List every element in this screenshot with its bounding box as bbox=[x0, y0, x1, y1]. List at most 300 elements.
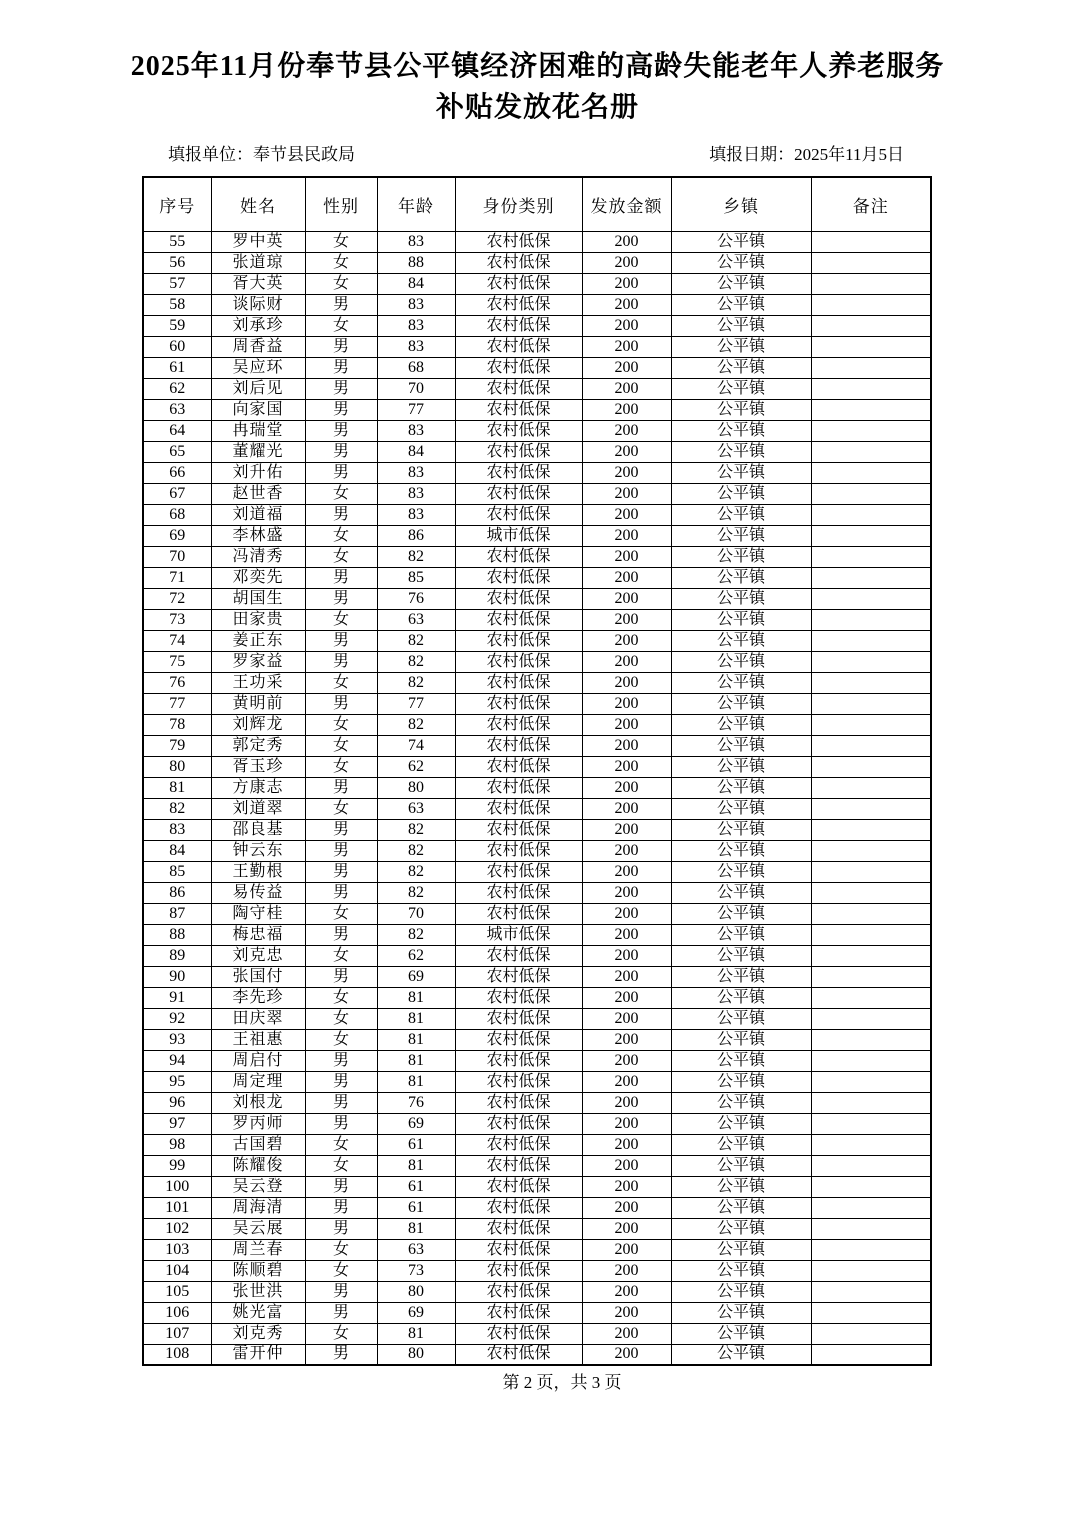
cell-name: 方康志 bbox=[211, 777, 305, 798]
cell-identity-category: 农村低保 bbox=[455, 903, 582, 924]
cell-seq: 78 bbox=[143, 714, 211, 735]
cell-name: 郭定秀 bbox=[211, 735, 305, 756]
cell-name: 王勤根 bbox=[211, 861, 305, 882]
cell-amount: 200 bbox=[582, 1029, 671, 1050]
table-row bbox=[143, 1281, 931, 1302]
cell-gender: 女 bbox=[305, 546, 377, 567]
reporting-unit: 填报单位：奉节县民政局 bbox=[168, 145, 355, 164]
cell-identity-category: 农村低保 bbox=[455, 1281, 582, 1302]
cell-identity-category: 农村低保 bbox=[455, 672, 582, 693]
cell-name: 刘克秀 bbox=[211, 1323, 305, 1344]
cell-seq: 74 bbox=[143, 630, 211, 651]
cell-remark bbox=[811, 420, 931, 441]
cell-name: 胥玉珍 bbox=[211, 756, 305, 777]
table-row bbox=[143, 462, 931, 483]
col-header-remark: 备注 bbox=[811, 177, 931, 231]
cell-remark bbox=[811, 231, 931, 252]
cell-amount: 200 bbox=[582, 546, 671, 567]
cell-age: 77 bbox=[377, 399, 455, 420]
cell-town: 公平镇 bbox=[671, 1113, 811, 1134]
table-row bbox=[143, 1218, 931, 1239]
cell-remark bbox=[811, 357, 931, 378]
cell-name: 张国付 bbox=[211, 966, 305, 987]
cell-age: 74 bbox=[377, 735, 455, 756]
cell-identity-category: 城市低保 bbox=[455, 525, 582, 546]
cell-age: 63 bbox=[377, 609, 455, 630]
cell-seq: 95 bbox=[143, 1071, 211, 1092]
table-row bbox=[143, 357, 931, 378]
cell-name: 黄明前 bbox=[211, 693, 305, 714]
cell-gender: 男 bbox=[305, 1113, 377, 1134]
cell-age: 76 bbox=[377, 1092, 455, 1113]
cell-name: 田家贵 bbox=[211, 609, 305, 630]
cell-town: 公平镇 bbox=[671, 231, 811, 252]
cell-identity-category: 农村低保 bbox=[455, 1008, 582, 1029]
cell-gender: 女 bbox=[305, 483, 377, 504]
cell-town: 公平镇 bbox=[671, 777, 811, 798]
cell-gender: 男 bbox=[305, 441, 377, 462]
cell-town: 公平镇 bbox=[671, 609, 811, 630]
cell-age: 70 bbox=[377, 378, 455, 399]
table-row bbox=[143, 714, 931, 735]
cell-name: 刘升佑 bbox=[211, 462, 305, 483]
cell-amount: 200 bbox=[582, 777, 671, 798]
cell-identity-category: 农村低保 bbox=[455, 987, 582, 1008]
cell-amount: 200 bbox=[582, 1071, 671, 1092]
col-header-name: 姓名 bbox=[211, 177, 305, 231]
cell-gender: 女 bbox=[305, 798, 377, 819]
cell-identity-category: 农村低保 bbox=[455, 1155, 582, 1176]
cell-identity-category: 农村低保 bbox=[455, 546, 582, 567]
table-row bbox=[143, 987, 931, 1008]
cell-town: 公平镇 bbox=[671, 273, 811, 294]
cell-gender: 女 bbox=[305, 945, 377, 966]
cell-town: 公平镇 bbox=[671, 1344, 811, 1365]
cell-town: 公平镇 bbox=[671, 588, 811, 609]
cell-name: 李林盛 bbox=[211, 525, 305, 546]
cell-age: 81 bbox=[377, 1050, 455, 1071]
cell-town: 公平镇 bbox=[671, 1050, 811, 1071]
cell-age: 81 bbox=[377, 1155, 455, 1176]
cell-town: 公平镇 bbox=[671, 861, 811, 882]
cell-amount: 200 bbox=[582, 903, 671, 924]
cell-identity-category: 农村低保 bbox=[455, 231, 582, 252]
cell-gender: 男 bbox=[305, 1344, 377, 1365]
cell-seq: 59 bbox=[143, 315, 211, 336]
cell-age: 61 bbox=[377, 1176, 455, 1197]
table-row bbox=[143, 609, 931, 630]
cell-gender: 女 bbox=[305, 1155, 377, 1176]
cell-name: 姚光富 bbox=[211, 1302, 305, 1323]
table-row bbox=[143, 1134, 931, 1155]
cell-town: 公平镇 bbox=[671, 357, 811, 378]
cell-remark bbox=[811, 315, 931, 336]
cell-town: 公平镇 bbox=[671, 567, 811, 588]
cell-seq: 58 bbox=[143, 294, 211, 315]
cell-remark bbox=[811, 1260, 931, 1281]
cell-remark bbox=[811, 399, 931, 420]
cell-town: 公平镇 bbox=[671, 630, 811, 651]
cell-name: 胥大英 bbox=[211, 273, 305, 294]
cell-amount: 200 bbox=[582, 798, 671, 819]
table-row bbox=[143, 273, 931, 294]
cell-gender: 女 bbox=[305, 252, 377, 273]
cell-gender: 女 bbox=[305, 1323, 377, 1344]
cell-amount: 200 bbox=[582, 1302, 671, 1323]
cell-seq: 65 bbox=[143, 441, 211, 462]
cell-name: 刘承珍 bbox=[211, 315, 305, 336]
cell-amount: 200 bbox=[582, 1092, 671, 1113]
cell-identity-category: 城市低保 bbox=[455, 924, 582, 945]
cell-town: 公平镇 bbox=[671, 252, 811, 273]
table-row bbox=[143, 1260, 931, 1281]
cell-identity-category: 农村低保 bbox=[455, 819, 582, 840]
meta-row bbox=[142, 145, 930, 165]
cell-age: 86 bbox=[377, 525, 455, 546]
table-row bbox=[143, 840, 931, 861]
cell-name: 谈际财 bbox=[211, 294, 305, 315]
cell-amount: 200 bbox=[582, 861, 671, 882]
cell-gender: 男 bbox=[305, 1281, 377, 1302]
cell-identity-category: 农村低保 bbox=[455, 861, 582, 882]
cell-town: 公平镇 bbox=[671, 1008, 811, 1029]
cell-town: 公平镇 bbox=[671, 714, 811, 735]
cell-identity-category: 农村低保 bbox=[455, 399, 582, 420]
cell-name: 王祖惠 bbox=[211, 1029, 305, 1050]
cell-age: 83 bbox=[377, 504, 455, 525]
cell-seq: 82 bbox=[143, 798, 211, 819]
cell-name: 李先珍 bbox=[211, 987, 305, 1008]
cell-amount: 200 bbox=[582, 966, 671, 987]
cell-seq: 99 bbox=[143, 1155, 211, 1176]
table-row bbox=[143, 252, 931, 273]
cell-seq: 80 bbox=[143, 756, 211, 777]
cell-remark bbox=[811, 882, 931, 903]
cell-amount: 200 bbox=[582, 672, 671, 693]
cell-town: 公平镇 bbox=[671, 651, 811, 672]
cell-identity-category: 农村低保 bbox=[455, 630, 582, 651]
table-row bbox=[143, 483, 931, 504]
cell-name: 刘克忠 bbox=[211, 945, 305, 966]
cell-age: 80 bbox=[377, 1344, 455, 1365]
cell-age: 73 bbox=[377, 1260, 455, 1281]
cell-name: 张道琼 bbox=[211, 252, 305, 273]
cell-seq: 64 bbox=[143, 420, 211, 441]
cell-name: 古国碧 bbox=[211, 1134, 305, 1155]
cell-identity-category: 农村低保 bbox=[455, 1218, 582, 1239]
cell-age: 83 bbox=[377, 231, 455, 252]
cell-town: 公平镇 bbox=[671, 1323, 811, 1344]
cell-amount: 200 bbox=[582, 1344, 671, 1365]
cell-seq: 105 bbox=[143, 1281, 211, 1302]
cell-identity-category: 农村低保 bbox=[455, 252, 582, 273]
cell-seq: 86 bbox=[143, 882, 211, 903]
cell-gender: 女 bbox=[305, 1239, 377, 1260]
cell-name: 周定理 bbox=[211, 1071, 305, 1092]
cell-identity-category: 农村低保 bbox=[455, 777, 582, 798]
cell-age: 61 bbox=[377, 1197, 455, 1218]
cell-amount: 200 bbox=[582, 483, 671, 504]
cell-gender: 男 bbox=[305, 819, 377, 840]
cell-gender: 女 bbox=[305, 1029, 377, 1050]
cell-amount: 200 bbox=[582, 735, 671, 756]
table-row bbox=[143, 777, 931, 798]
cell-age: 81 bbox=[377, 1323, 455, 1344]
cell-remark bbox=[811, 1176, 931, 1197]
cell-town: 公平镇 bbox=[671, 1092, 811, 1113]
cell-age: 80 bbox=[377, 777, 455, 798]
cell-gender: 女 bbox=[305, 273, 377, 294]
cell-name: 邵良基 bbox=[211, 819, 305, 840]
cell-amount: 200 bbox=[582, 273, 671, 294]
cell-town: 公平镇 bbox=[671, 378, 811, 399]
cell-gender: 女 bbox=[305, 1260, 377, 1281]
document-title bbox=[0, 0, 1075, 128]
table-row bbox=[143, 1071, 931, 1092]
cell-name: 罗中英 bbox=[211, 231, 305, 252]
cell-gender: 女 bbox=[305, 672, 377, 693]
cell-gender: 女 bbox=[305, 525, 377, 546]
cell-identity-category: 农村低保 bbox=[455, 882, 582, 903]
cell-age: 82 bbox=[377, 840, 455, 861]
cell-identity-category: 农村低保 bbox=[455, 1302, 582, 1323]
cell-seq: 69 bbox=[143, 525, 211, 546]
cell-town: 公平镇 bbox=[671, 1071, 811, 1092]
cell-identity-category: 农村低保 bbox=[455, 1197, 582, 1218]
cell-age: 83 bbox=[377, 420, 455, 441]
cell-amount: 200 bbox=[582, 1050, 671, 1071]
cell-remark bbox=[811, 1092, 931, 1113]
cell-age: 82 bbox=[377, 714, 455, 735]
cell-age: 84 bbox=[377, 441, 455, 462]
cell-town: 公平镇 bbox=[671, 462, 811, 483]
cell-amount: 200 bbox=[582, 1197, 671, 1218]
cell-amount: 200 bbox=[582, 924, 671, 945]
cell-seq: 83 bbox=[143, 819, 211, 840]
cell-seq: 71 bbox=[143, 567, 211, 588]
cell-seq: 98 bbox=[143, 1134, 211, 1155]
cell-age: 69 bbox=[377, 1302, 455, 1323]
cell-gender: 女 bbox=[305, 609, 377, 630]
cell-town: 公平镇 bbox=[671, 966, 811, 987]
cell-amount: 200 bbox=[582, 651, 671, 672]
cell-identity-category: 农村低保 bbox=[455, 1092, 582, 1113]
cell-age: 81 bbox=[377, 1029, 455, 1050]
cell-gender: 男 bbox=[305, 294, 377, 315]
cell-gender: 男 bbox=[305, 1176, 377, 1197]
cell-town: 公平镇 bbox=[671, 399, 811, 420]
cell-gender: 男 bbox=[305, 420, 377, 441]
cell-age: 68 bbox=[377, 357, 455, 378]
cell-identity-category: 农村低保 bbox=[455, 1239, 582, 1260]
cell-gender: 女 bbox=[305, 1008, 377, 1029]
cell-identity-category: 农村低保 bbox=[455, 567, 582, 588]
cell-amount: 200 bbox=[582, 609, 671, 630]
cell-age: 82 bbox=[377, 651, 455, 672]
table-row bbox=[143, 1197, 931, 1218]
cell-remark bbox=[811, 441, 931, 462]
table-row bbox=[143, 903, 931, 924]
cell-remark bbox=[811, 1302, 931, 1323]
cell-seq: 104 bbox=[143, 1260, 211, 1281]
cell-amount: 200 bbox=[582, 1155, 671, 1176]
cell-town: 公平镇 bbox=[671, 1134, 811, 1155]
title-line-1: 2025年11月份奉节县公平镇经济困难的高龄失能老年人养老服务 bbox=[130, 51, 945, 82]
cell-town: 公平镇 bbox=[671, 945, 811, 966]
table-row bbox=[143, 945, 931, 966]
cell-seq: 63 bbox=[143, 399, 211, 420]
cell-age: 80 bbox=[377, 1281, 455, 1302]
cell-gender: 女 bbox=[305, 231, 377, 252]
col-header-amount: 发放金额 bbox=[582, 177, 671, 231]
cell-gender: 男 bbox=[305, 357, 377, 378]
cell-gender: 男 bbox=[305, 378, 377, 399]
cell-age: 83 bbox=[377, 294, 455, 315]
cell-remark bbox=[811, 252, 931, 273]
cell-remark bbox=[811, 1197, 931, 1218]
table-row bbox=[143, 336, 931, 357]
cell-seq: 66 bbox=[143, 462, 211, 483]
table-row bbox=[143, 567, 931, 588]
cell-seq: 56 bbox=[143, 252, 211, 273]
cell-remark bbox=[811, 483, 931, 504]
cell-age: 82 bbox=[377, 630, 455, 651]
cell-identity-category: 农村低保 bbox=[455, 798, 582, 819]
cell-town: 公平镇 bbox=[671, 987, 811, 1008]
cell-remark bbox=[811, 1134, 931, 1155]
cell-gender: 男 bbox=[305, 651, 377, 672]
cell-age: 83 bbox=[377, 483, 455, 504]
cell-gender: 男 bbox=[305, 1050, 377, 1071]
cell-amount: 200 bbox=[582, 1260, 671, 1281]
cell-name: 刘后见 bbox=[211, 378, 305, 399]
cell-remark bbox=[811, 840, 931, 861]
cell-remark bbox=[811, 966, 931, 987]
cell-name: 刘道福 bbox=[211, 504, 305, 525]
cell-remark bbox=[811, 1239, 931, 1260]
cell-seq: 60 bbox=[143, 336, 211, 357]
cell-name: 吴应环 bbox=[211, 357, 305, 378]
cell-identity-category: 农村低保 bbox=[455, 1113, 582, 1134]
cell-identity-category: 农村低保 bbox=[455, 1029, 582, 1050]
cell-remark bbox=[811, 714, 931, 735]
cell-age: 81 bbox=[377, 1071, 455, 1092]
cell-gender: 男 bbox=[305, 1218, 377, 1239]
cell-identity-category: 农村低保 bbox=[455, 315, 582, 336]
cell-gender: 男 bbox=[305, 1071, 377, 1092]
cell-amount: 200 bbox=[582, 1218, 671, 1239]
table-row bbox=[143, 546, 931, 567]
table-row bbox=[143, 441, 931, 462]
cell-remark bbox=[811, 1155, 931, 1176]
cell-town: 公平镇 bbox=[671, 483, 811, 504]
cell-town: 公平镇 bbox=[671, 315, 811, 336]
cell-gender: 男 bbox=[305, 966, 377, 987]
cell-town: 公平镇 bbox=[671, 1155, 811, 1176]
cell-name: 钟云东 bbox=[211, 840, 305, 861]
cell-amount: 200 bbox=[582, 882, 671, 903]
col-header-town: 乡镇 bbox=[671, 177, 811, 231]
cell-remark bbox=[811, 546, 931, 567]
table-row bbox=[143, 1176, 931, 1197]
col-header-gender: 性别 bbox=[305, 177, 377, 231]
cell-name: 陶守桂 bbox=[211, 903, 305, 924]
cell-remark bbox=[811, 525, 931, 546]
cell-age: 88 bbox=[377, 252, 455, 273]
cell-name: 刘道翠 bbox=[211, 798, 305, 819]
col-header-seq: 序号 bbox=[143, 177, 211, 231]
page-footer: 第 2 页，共 3 页 bbox=[502, 1373, 622, 1392]
table-row bbox=[143, 1302, 931, 1323]
cell-seq: 76 bbox=[143, 672, 211, 693]
cell-town: 公平镇 bbox=[671, 336, 811, 357]
cell-name: 陈耀俊 bbox=[211, 1155, 305, 1176]
cell-gender: 男 bbox=[305, 882, 377, 903]
cell-town: 公平镇 bbox=[671, 420, 811, 441]
cell-amount: 200 bbox=[582, 357, 671, 378]
cell-gender: 男 bbox=[305, 861, 377, 882]
cell-age: 82 bbox=[377, 924, 455, 945]
cell-town: 公平镇 bbox=[671, 546, 811, 567]
cell-identity-category: 农村低保 bbox=[455, 609, 582, 630]
cell-name: 董耀光 bbox=[211, 441, 305, 462]
cell-remark bbox=[811, 1008, 931, 1029]
cell-age: 82 bbox=[377, 861, 455, 882]
table-row bbox=[143, 651, 931, 672]
cell-seq: 103 bbox=[143, 1239, 211, 1260]
cell-gender: 男 bbox=[305, 462, 377, 483]
table-row bbox=[143, 630, 931, 651]
cell-identity-category: 农村低保 bbox=[455, 273, 582, 294]
cell-remark bbox=[811, 756, 931, 777]
cell-gender: 男 bbox=[305, 693, 377, 714]
cell-gender: 男 bbox=[305, 777, 377, 798]
cell-amount: 200 bbox=[582, 252, 671, 273]
cell-seq: 97 bbox=[143, 1113, 211, 1134]
cell-identity-category: 农村低保 bbox=[455, 462, 582, 483]
cell-remark bbox=[811, 504, 931, 525]
cell-age: 69 bbox=[377, 966, 455, 987]
cell-gender: 女 bbox=[305, 903, 377, 924]
cell-name: 陈顺碧 bbox=[211, 1260, 305, 1281]
cell-gender: 男 bbox=[305, 399, 377, 420]
cell-identity-category: 农村低保 bbox=[455, 693, 582, 714]
cell-remark bbox=[811, 651, 931, 672]
cell-remark bbox=[811, 336, 931, 357]
table-row bbox=[143, 756, 931, 777]
cell-town: 公平镇 bbox=[671, 525, 811, 546]
cell-remark bbox=[811, 1029, 931, 1050]
cell-seq: 89 bbox=[143, 945, 211, 966]
cell-remark bbox=[811, 672, 931, 693]
cell-gender: 男 bbox=[305, 924, 377, 945]
cell-amount: 200 bbox=[582, 378, 671, 399]
cell-identity-category: 农村低保 bbox=[455, 756, 582, 777]
cell-gender: 男 bbox=[305, 1092, 377, 1113]
table-body bbox=[143, 231, 931, 1365]
cell-seq: 68 bbox=[143, 504, 211, 525]
cell-gender: 男 bbox=[305, 588, 377, 609]
cell-gender: 男 bbox=[305, 630, 377, 651]
cell-name: 刘根龙 bbox=[211, 1092, 305, 1113]
cell-town: 公平镇 bbox=[671, 1176, 811, 1197]
cell-name: 易传益 bbox=[211, 882, 305, 903]
cell-gender: 男 bbox=[305, 1302, 377, 1323]
cell-name: 罗丙师 bbox=[211, 1113, 305, 1134]
cell-name: 冉瑞堂 bbox=[211, 420, 305, 441]
cell-seq: 75 bbox=[143, 651, 211, 672]
cell-identity-category: 农村低保 bbox=[455, 357, 582, 378]
